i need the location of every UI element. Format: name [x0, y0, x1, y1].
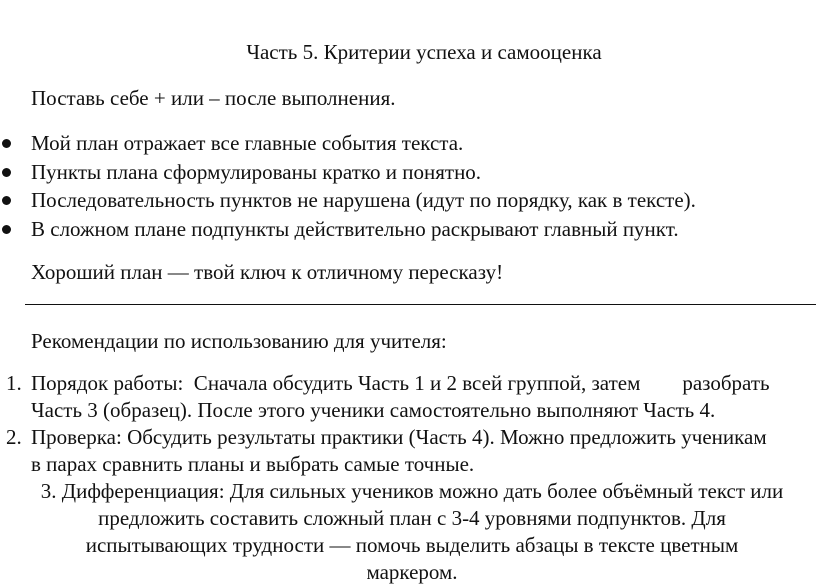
recommendation-text: Проверка: Обсудить результаты практики (Часть 4). Можно предложить ученикам: [31, 425, 767, 449]
criteria-item: [0, 158, 696, 187]
recommendation-line: испытывающих трудности — помочь выделить абзацы в тексте цветным: [85, 533, 739, 557]
criteria-text: Мой план отражает все главные события текста.: [31, 131, 464, 155]
recommendation-line: Часть 3 (образец). После этого ученики самостоятельно выполняют Часть 4.: [31, 398, 716, 422]
bullet-icon: [2, 196, 11, 205]
recommendation-line: маркером.: [366, 560, 458, 584]
recommendation-item: [6, 424, 767, 478]
recommendations-heading: Рекомендации по использованию для учителя:: [31, 329, 447, 353]
recommendation-text: Порядок работы: Сначала обсудить Часть 1 и 2 всей группой, затем разобрать: [31, 371, 770, 395]
recommendation-line: [6, 424, 767, 451]
recommendation-number: 3.: [40, 479, 57, 503]
criteria-text: В сложном плане подпункты действительно раскрывают главный пункт.: [31, 216, 679, 241]
recommendation-line: [6, 370, 770, 397]
criteria-text: Пункты плана сформулированы кратко и понятно.: [31, 159, 482, 184]
recommendation-item: [0, 478, 816, 586]
section-divider: [25, 304, 816, 305]
recommendation-number: 1.: [6, 371, 22, 395]
recommendation-line: [0, 478, 816, 505]
recommendation-text: Дифференциация: Для сильных учеников можно дать более объёмный текст или: [61, 479, 784, 503]
bullet-icon: [2, 225, 11, 234]
section-title: Часть 5. Критерии успеха и самооценка: [246, 40, 602, 64]
criteria-list: [0, 129, 696, 243]
recommendation-item: [6, 370, 770, 424]
bullet-icon: [2, 139, 11, 148]
criteria-text: Последовательность пунктов не нарушена (идут по порядку, как в тексте).: [31, 188, 696, 212]
motto-text: Хороший план — твой ключ к отличному пересказу!: [31, 260, 504, 284]
criteria-item: [0, 186, 696, 215]
bullet-icon: [2, 168, 11, 177]
recommendation-line: в парах сравнить планы и выбрать самые точные.: [31, 452, 475, 476]
criteria-item: [0, 215, 696, 244]
recommendation-line: предложить составить сложный план с 3-4 уровнями подпунктов. Для: [98, 506, 726, 530]
recommendation-number: 2.: [6, 425, 22, 449]
self-assessment-instruction: Поставь себе + или – после выполнения.: [31, 86, 396, 110]
criteria-item: [0, 129, 696, 158]
